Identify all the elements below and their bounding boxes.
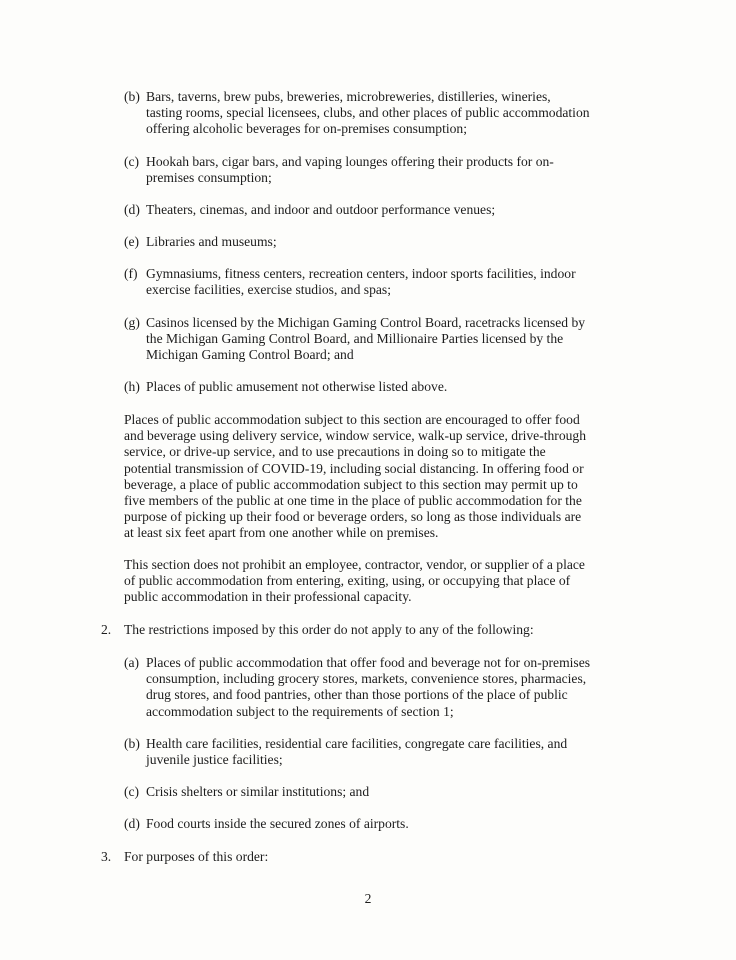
- item-line: Crisis shelters or similar institutions; and: [146, 784, 370, 799]
- section-text: For purposes of this order:: [124, 849, 269, 864]
- item-line: Places of public amusement not otherwise listed above.: [146, 379, 448, 394]
- item-line: accommodation subject to the requirements of section 1;: [146, 703, 454, 719]
- paragraph-line: beverage, a place of public accommodation subject to this section may permit up to: [124, 476, 578, 492]
- item-line: Theaters, cinemas, and indoor and outdoor performance venues;: [146, 202, 496, 217]
- paragraph-line: and beverage using delivery service, window service, walk-up service, drive-through: [124, 428, 587, 444]
- item-line: consumption, including grocery stores, markets, convenience stores, pharmacies,: [146, 671, 587, 687]
- item-line: offering alcoholic beverages for on-premises consumption;: [146, 121, 467, 137]
- item-line: premises consumption;: [146, 170, 272, 186]
- paragraph-employee-exemption: [124, 557, 585, 606]
- item-line: Libraries and museums;: [146, 234, 277, 249]
- item-label: (b): [124, 89, 140, 104]
- page-number: 2: [364, 891, 372, 906]
- paragraph-line: at least six feet apart from one another while on premises.: [124, 525, 439, 541]
- paragraph-line: Places of public accommodation subject to this section are encouraged to offer food: [124, 412, 580, 427]
- item-line: Gymnasiums, fitness centers, recreation centers, indoor sports facilities, indoor: [146, 266, 576, 281]
- item-label: (d): [124, 202, 140, 217]
- item-line: Hookah bars, cigar bars, and vaping lounges offering their products for on-: [146, 154, 554, 169]
- item-line: Bars, taverns, brew pubs, breweries, microbreweries, distilleries, wineries,: [146, 89, 551, 104]
- item-label: (a): [124, 655, 140, 670]
- paragraph-line: potential transmission of COVID-19, including social distancing. In offering food or: [124, 460, 584, 476]
- item-line: Places of public accommodation that offer food and beverage not for on-premises: [146, 655, 591, 670]
- paragraph-line: five members of the public at one time in the place of public accommodation for the: [124, 493, 582, 509]
- item-label: (g): [124, 315, 140, 330]
- item-line: Food courts inside the secured zones of airports.: [146, 816, 409, 831]
- item-line: Casinos licensed by the Michigan Gaming Control Board, racetracks licensed by: [146, 315, 586, 330]
- item-label: (c): [124, 784, 140, 799]
- item-line: Michigan Gaming Control Board; and: [146, 347, 354, 363]
- item-label: (c): [124, 154, 140, 169]
- item-line: Health care facilities, residential care facilities, congregate care facilities, and: [146, 736, 568, 751]
- item-label: (h): [124, 379, 140, 394]
- item-label: (d): [124, 816, 140, 831]
- item-label: (b): [124, 736, 140, 751]
- item-line: tasting rooms, special licensees, clubs, and other places of public accommodation: [146, 105, 590, 121]
- paragraph-line: public accommodation in their professional capacity.: [124, 589, 412, 605]
- section-number: 3.: [101, 849, 112, 864]
- item-line: the Michigan Gaming Control Board, and Millionaire Parties licensed by the: [146, 331, 564, 347]
- paragraph-line: This section does not prohibit an employee, contractor, vendor, or supplier of a place: [124, 557, 585, 572]
- paragraph-line: service, or drive-up service, and to use precautions in doing so to mitigate the: [124, 444, 546, 460]
- item-label: (e): [124, 234, 140, 249]
- paragraph-line: purpose of picking up their food or beverage orders, so long as those individuals are: [124, 509, 582, 525]
- section-number: 2.: [101, 622, 112, 637]
- item-label: (f): [124, 266, 138, 281]
- item-line: juvenile justice facilities;: [146, 752, 283, 768]
- section-text: The restrictions imposed by this order do not apply to any of the following:: [124, 622, 534, 637]
- paragraph-takeout: [124, 412, 586, 542]
- item-line: drug stores, and food pantries, other than those portions of the place of public: [146, 687, 568, 703]
- item-line: exercise facilities, exercise studios, and spas;: [146, 282, 391, 298]
- paragraph-line: of public accommodation from entering, exiting, using, or occupying that place of: [124, 573, 571, 589]
